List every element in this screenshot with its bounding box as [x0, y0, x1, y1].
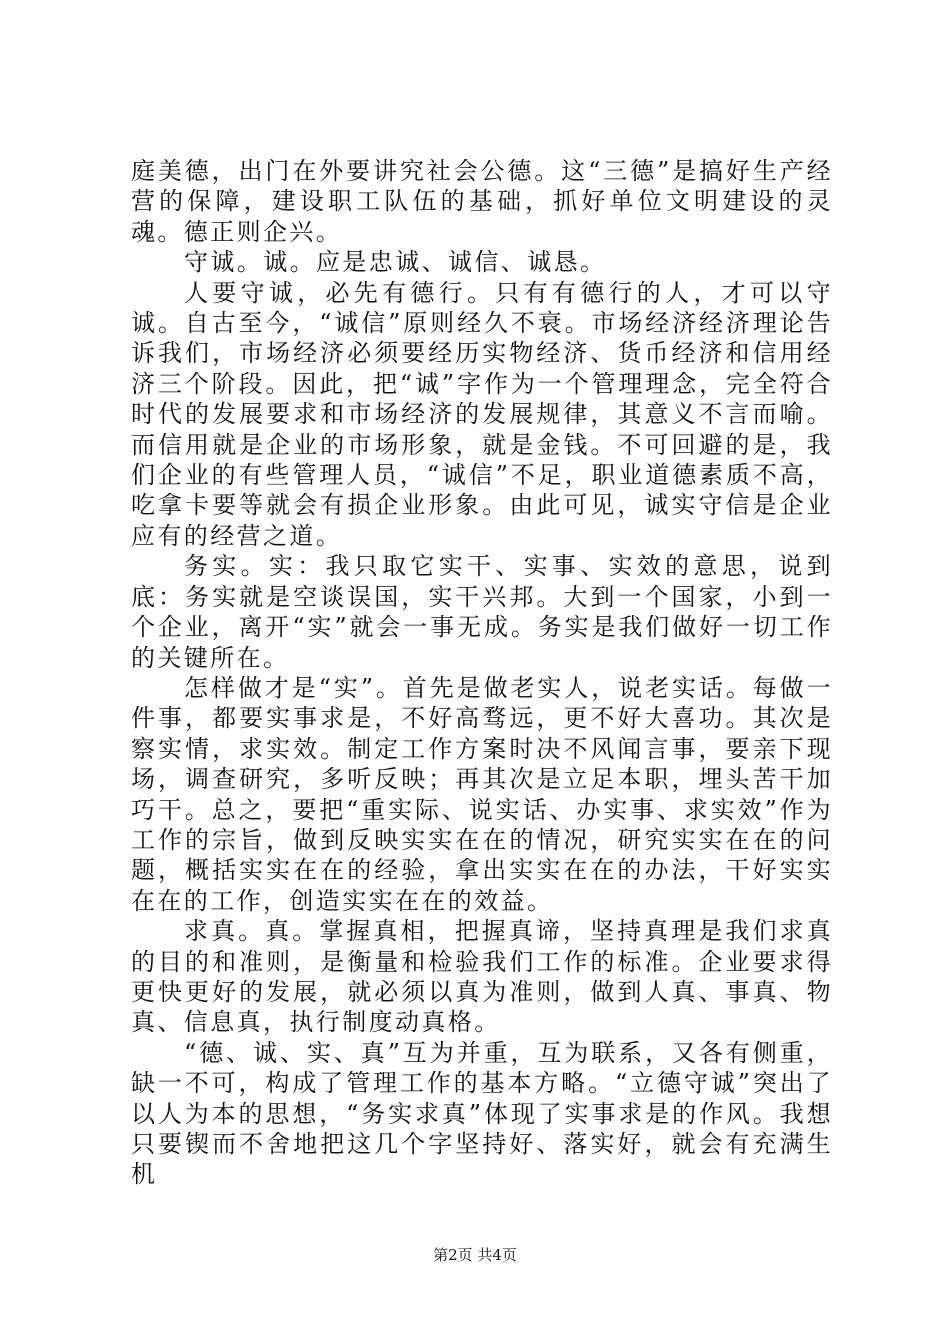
page-footer	[0, 1244, 950, 1265]
paragraph-3: 人要守诚，必先有德行。只有有德行的人，才可以守诚。自古至今，“诚信”原则经久不衰。市场经济经济理论告诉我们，市场经济必须要经历实物经济、货币经济和信用经济三个阶段。因此，把“诚”字作为一个管理理念，完全符合时代的发展要求和市场经济的发展规律，其意义不言而喻。而信用就是企业的市场形象，就是金钱。不可回避的是，我们企业的有些管理人员，“诚信”不足，职业道德素质不高，吃拿卡要等就会有损企业形象。由此可见，诚实守信是企业应有的经营之道。	[131, 278, 833, 550]
paragraph-6: 求真。真。掌握真相，把握真谛，坚持真理是我们求真的目的和准则，是衡量和检验我们工作的标准。企业要求得更快更好的发展，就必须以真为准则，做到人真、事真、物真、信息真，执行制度动真格。	[131, 917, 833, 1037]
paragraph-1: 庭美德，出门在外要讲究社会公德。这“三德”是搞好生产经营的保障，建设职工队伍的基础，抓好单位文明建设的灵魂。德正则企兴。	[131, 157, 833, 246]
paragraph-2: 守诚。诚。应是忠诚、诚信、诚恳。	[184, 248, 607, 277]
paragraph-5: 怎样做才是“实”。首先是做老实人，说老实话。每做一件事，都要实事求是，不好高骛远，更不好大喜功。其次是察实情，求实效。制定工作方案时决不风闻言事，要亲下现场，调查研究，多听反映；再其次是立足本职，埋头苦干加巧干。总之，要把“重实际、说实话、办实事、求实效”作为工作的宗旨，做到反映实实在在的情况，研究实实在在的问题，概括实实在在的经验，拿出实实在在的办法，干好实实在在的工作，创造实实在在的效益。	[131, 673, 833, 915]
document-body	[131, 156, 833, 1190]
page-number-label: 第2页 共4页	[433, 1246, 517, 1264]
paragraph-7: “德、诚、实、真”互为并重，互为联系，又各有侧重，缺一不可，构成了管理工作的基本方略。“立德守诚”突出了以人为本的思想，“务实求真”体现了实事求是的作风。我想只要锲而不舍地把这几个字坚持好、落实好，就会有充满生机	[131, 1038, 833, 1189]
paragraph-4: 务实。实：我只取它实干、实事、实效的意思，说到底：务实就是空谈误国，实干兴邦。大到一个国家，小到一个企业，离开“实”就会一事无成。务实是我们做好一切工作的关键所在。	[131, 552, 833, 672]
